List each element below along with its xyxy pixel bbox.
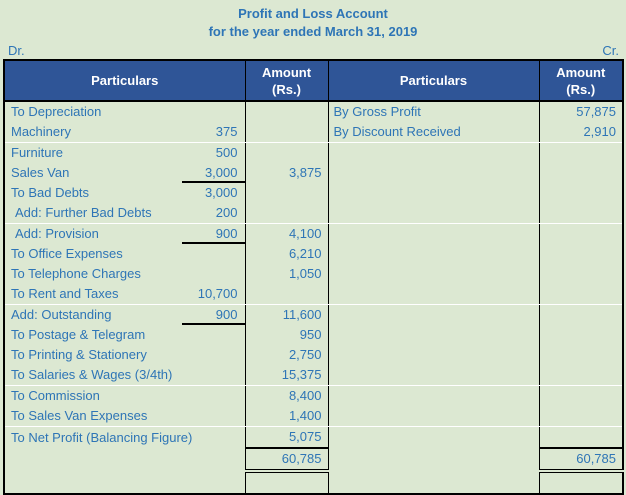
debit-amount-cell: 6,210	[245, 244, 328, 264]
table-row	[4, 264, 623, 284]
credit-amount-cell	[539, 244, 623, 264]
credit-particulars-cell	[328, 143, 539, 164]
credit-amount-cell	[539, 183, 623, 203]
header-amount-debit-line2: (Rs.)	[272, 81, 301, 97]
debit-item-label: To Salaries & Wages (3/4th)	[11, 367, 173, 382]
table-row	[4, 325, 623, 345]
header-amount-credit-line1: Amount	[556, 64, 606, 80]
debit-item-label: Add: Further Bad Debts	[15, 205, 152, 220]
debit-inner-amount: 900	[215, 307, 238, 322]
table-row	[4, 406, 623, 427]
credit-amount-cell	[539, 203, 623, 224]
table-row	[4, 224, 623, 245]
credit-amount-cell: 60,785	[539, 448, 623, 471]
debit-particulars-cell	[4, 163, 245, 183]
page-title	[0, 0, 626, 42]
debit-item-label: Add: Outstanding	[11, 307, 112, 322]
credit-amount-cell	[539, 471, 623, 494]
debit-amount-cell: 950	[245, 325, 328, 345]
debit-amount-cell	[245, 471, 328, 494]
credit-particulars-cell	[328, 448, 539, 471]
debit-amount-cell: 2,750	[245, 345, 328, 365]
table-row	[4, 163, 623, 183]
credit-particulars-cell	[328, 325, 539, 345]
credit-amount-cell	[539, 305, 623, 326]
debit-amount-cell	[245, 203, 328, 224]
debit-amount-cell: 1,050	[245, 264, 328, 284]
table-row	[4, 471, 623, 494]
credit-amount-cell	[539, 325, 623, 345]
credit-particulars-cell	[328, 163, 539, 183]
credit-amount-cell	[539, 143, 623, 164]
debit-item-label: Machinery	[11, 124, 71, 139]
table-row	[4, 143, 623, 164]
credit-amount-cell	[539, 386, 623, 407]
debit-inner-amount: 375	[215, 124, 238, 139]
debit-particulars-cell	[4, 101, 245, 122]
debit-inner-amount: 10,700	[197, 286, 238, 301]
table-row	[4, 305, 623, 326]
debit-amount-cell: 60,785	[245, 448, 328, 471]
credit-amount-cell	[539, 163, 623, 183]
debit-amount-cell	[245, 122, 328, 143]
debit-amount-cell	[245, 143, 328, 164]
table-row	[4, 101, 623, 122]
credit-amount-cell	[539, 345, 623, 365]
total-row	[4, 448, 623, 471]
table-row	[4, 183, 623, 203]
credit-amount-cell	[539, 406, 623, 427]
credit-amount-cell: 57,875	[539, 101, 623, 122]
debit-amount-cell	[245, 101, 328, 122]
debit-particulars-cell	[4, 244, 245, 264]
credit-particulars-cell	[328, 427, 539, 449]
credit-particulars-cell	[328, 471, 539, 494]
credit-particulars-cell	[328, 406, 539, 427]
header-particulars-credit-label: Particulars	[399, 73, 468, 88]
credit-particulars-cell: By Discount Received	[328, 122, 539, 143]
credit-particulars-cell	[328, 224, 539, 245]
header-particulars-debit-label: Particulars	[91, 73, 159, 88]
debit-particulars-cell	[4, 448, 245, 471]
header-amount-credit	[539, 60, 623, 101]
debit-item-label: Furniture	[11, 145, 64, 160]
debit-amount-cell: 4,100	[245, 224, 328, 245]
credit-particulars-cell	[328, 386, 539, 407]
debit-inner-amount: 3,000	[204, 185, 238, 200]
title-line-1: Profit and Loss Account	[238, 6, 388, 21]
credit-particulars-cell	[328, 365, 539, 386]
table-row	[4, 244, 623, 264]
debit-particulars-cell	[4, 471, 245, 494]
debit-item-label: To Printing & Stationery	[11, 347, 147, 362]
credit-particulars-cell	[328, 183, 539, 203]
credit-amount-cell	[539, 264, 623, 284]
debit-item-label: To Depreciation	[11, 104, 102, 119]
debit-particulars-cell	[4, 325, 245, 345]
debit-amount-cell: 3,875	[245, 163, 328, 183]
credit-particulars-cell: By Gross Profit	[328, 101, 539, 122]
header-particulars-debit	[4, 60, 245, 101]
table-row	[4, 386, 623, 407]
table-row	[4, 345, 623, 365]
debit-particulars-cell	[4, 264, 245, 284]
debit-particulars-cell	[4, 406, 245, 427]
debit-item-label: To Telephone Charges	[11, 266, 141, 281]
credit-particulars-cell	[328, 305, 539, 326]
debit-particulars-cell	[4, 345, 245, 365]
debit-particulars-cell	[4, 427, 245, 449]
credit-particulars-cell	[328, 203, 539, 224]
debit-particulars-cell	[4, 284, 245, 305]
debit-particulars-cell	[4, 203, 245, 224]
debit-amount-cell	[245, 183, 328, 203]
debit-item-label: To Rent and Taxes	[11, 286, 119, 301]
debit-amount-cell: 15,375	[245, 365, 328, 386]
debit-amount-cell: 11,600	[245, 305, 328, 326]
credit-particulars-cell	[328, 244, 539, 264]
credit-amount-cell: 2,910	[539, 122, 623, 143]
debit-particulars-cell	[4, 386, 245, 407]
debit-particulars-cell	[4, 183, 245, 203]
credit-particulars-cell	[328, 284, 539, 305]
credit-amount-cell	[539, 284, 623, 305]
debit-inner-amount: 900	[215, 226, 238, 241]
header-amount-debit-line1: Amount	[261, 64, 312, 80]
debit-item-label: To Bad Debts	[11, 185, 90, 200]
header-amount-credit-line2: (Rs.)	[566, 81, 596, 97]
debit-item-label: To Postage & Telegram	[11, 327, 146, 342]
debit-inner-amount: 500	[215, 145, 238, 160]
debit-item-label: To Net Profit (Balancing Figure)	[11, 429, 193, 445]
dr-cr-row	[0, 42, 626, 59]
table-row	[4, 427, 623, 449]
credit-amount-cell	[539, 365, 623, 386]
debit-particulars-cell	[4, 122, 245, 143]
debit-item-label: Add: Provision	[15, 226, 99, 241]
credit-particulars-cell	[328, 345, 539, 365]
debit-amount-cell: 8,400	[245, 386, 328, 407]
table-row	[4, 284, 623, 305]
dr-label: Dr.	[8, 43, 25, 58]
debit-item-label: To Commission	[11, 388, 100, 403]
debit-particulars-cell	[4, 224, 245, 245]
table-header-row	[4, 60, 623, 101]
title-line-2: for the year ended March 31, 2019	[208, 24, 418, 39]
credit-amount-cell	[539, 224, 623, 245]
header-amount-debit	[245, 60, 328, 101]
profit-loss-table	[3, 59, 624, 495]
debit-inner-amount: 200	[215, 205, 238, 220]
table-row	[4, 122, 623, 143]
credit-amount-cell	[539, 427, 623, 449]
debit-item-label: To Sales Van Expenses	[11, 408, 148, 423]
debit-particulars-cell	[4, 365, 245, 386]
header-particulars-credit	[328, 60, 539, 101]
debit-amount-cell: 5,075	[245, 427, 328, 449]
credit-particulars-cell	[328, 264, 539, 284]
debit-particulars-cell	[4, 305, 245, 326]
table-row	[4, 203, 623, 224]
debit-item-label: Sales Van	[11, 165, 70, 180]
debit-amount-cell: 1,400	[245, 406, 328, 427]
cr-label: Cr.	[602, 43, 619, 58]
debit-inner-amount: 3,000	[204, 165, 238, 180]
debit-amount-cell	[245, 284, 328, 305]
debit-item-label: To Office Expenses	[11, 246, 123, 261]
debit-particulars-cell	[4, 143, 245, 164]
table-row	[4, 365, 623, 386]
